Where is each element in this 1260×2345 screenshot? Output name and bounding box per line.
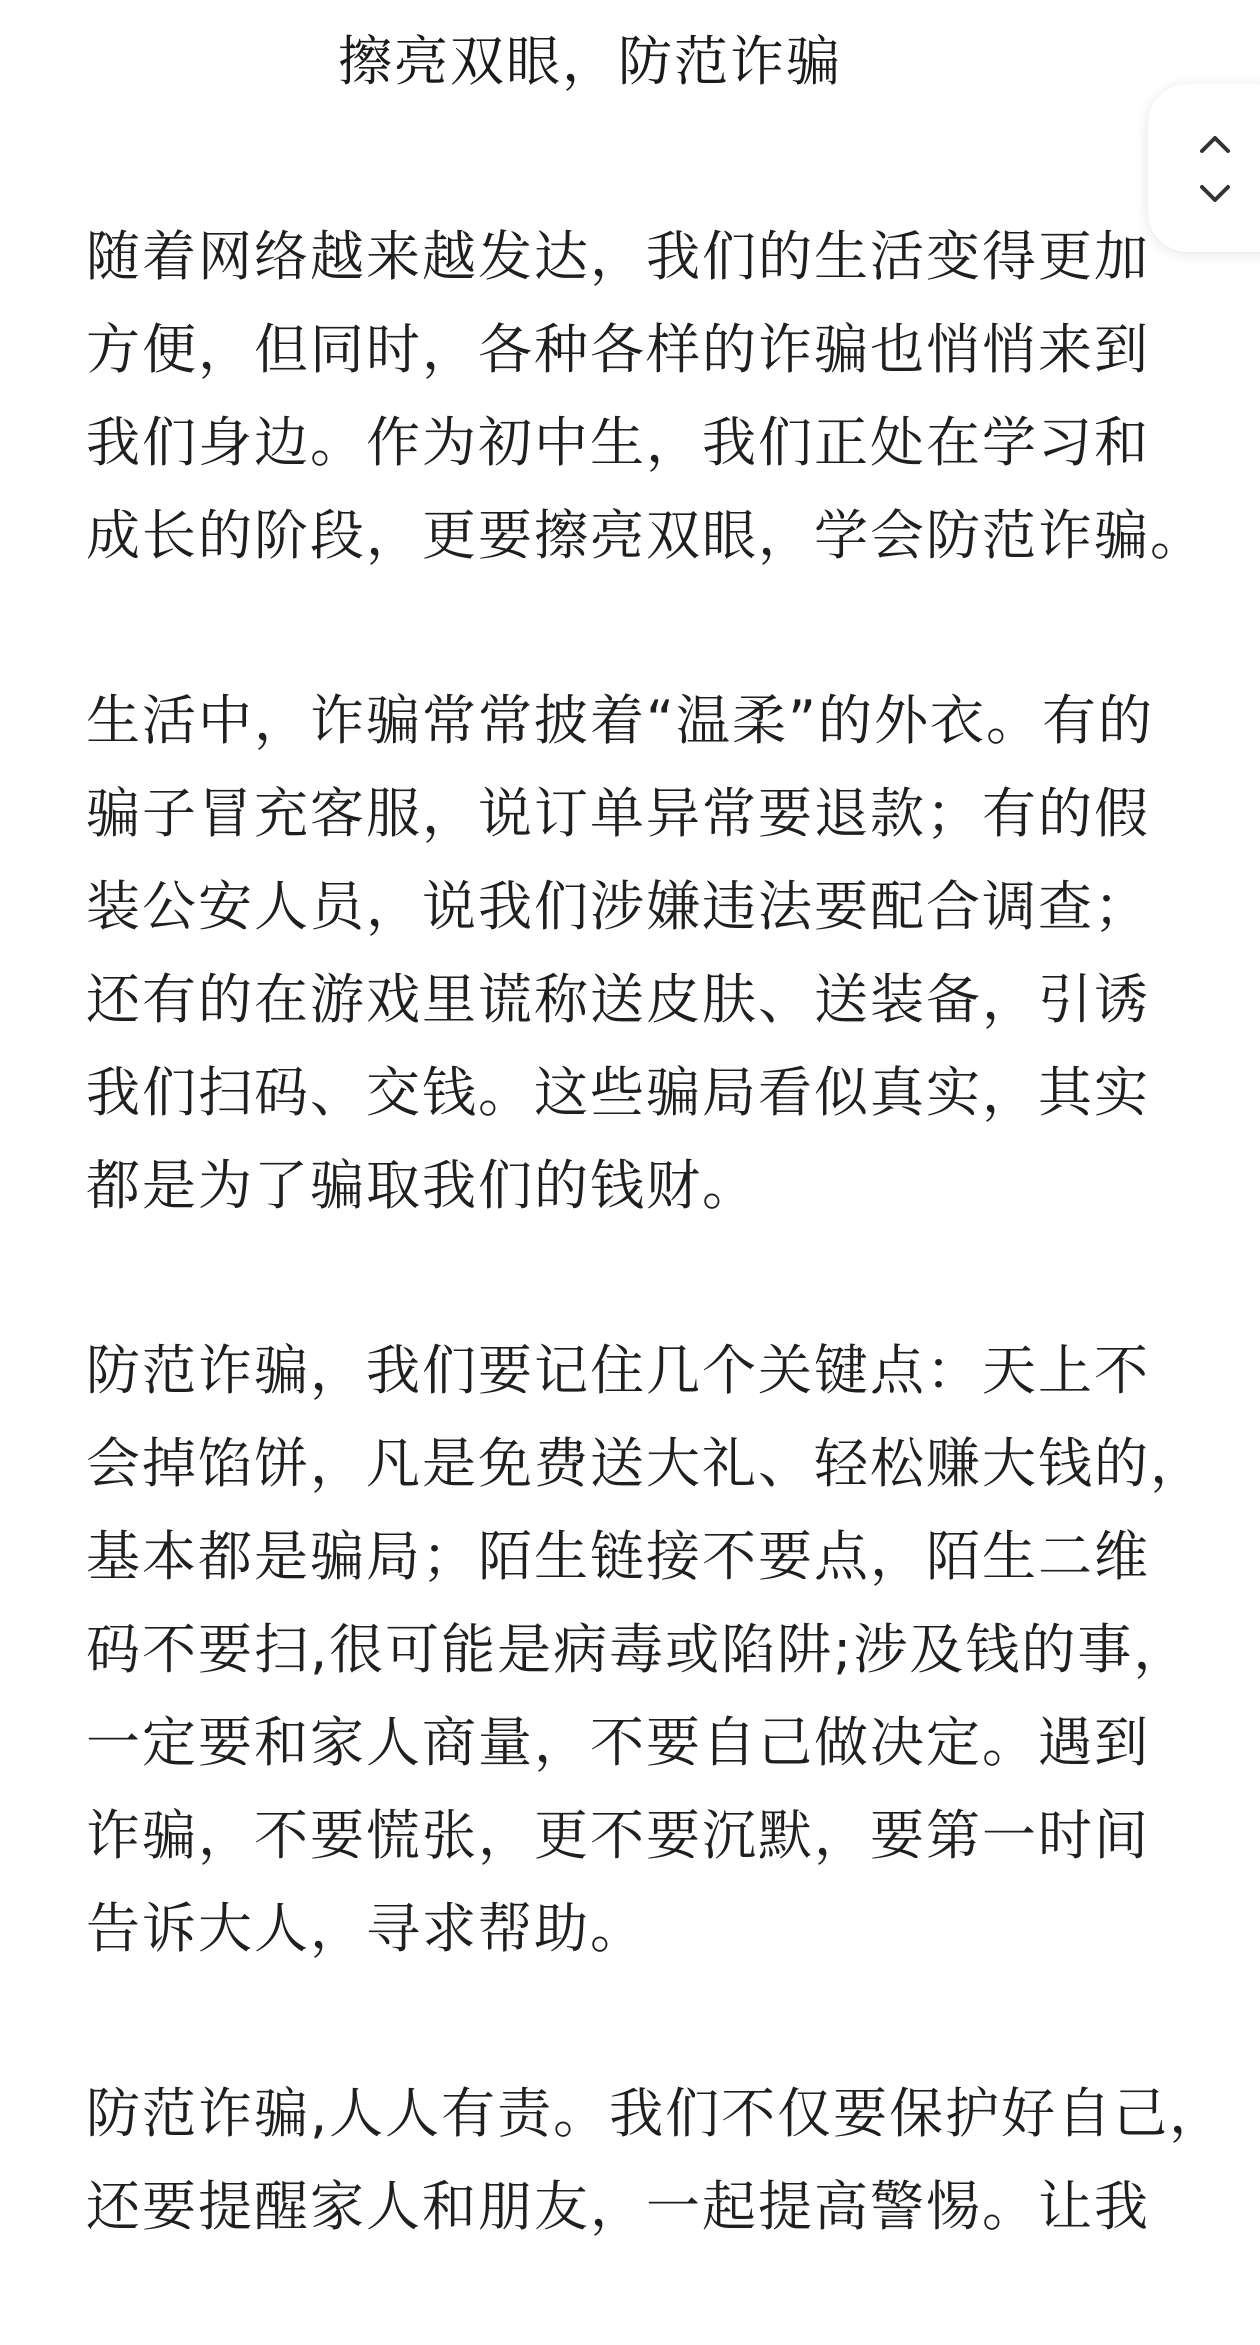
paragraph-line: 骗子冒充客服，说订单异常要退款；有的假 <box>86 782 1150 845</box>
paragraph-line: 都是为了骗取我们的钱财。 <box>86 1154 758 1217</box>
chevron-up-icon <box>1198 133 1232 155</box>
paragraph-line: 生活中，诈骗常常披着“温柔”的外衣。有的 <box>86 689 1154 752</box>
article-body <box>86 210 1226 2345</box>
paragraph-3 <box>86 1324 1206 1975</box>
paragraph-line: 随着网络越来越发达，我们的生活变得更加 <box>86 225 1150 288</box>
paragraph-line: 诈骗，不要慌张，更不要沉默，要第一时间 <box>86 1804 1150 1867</box>
paragraph-line: 方便，但同时，各种各样的诈骗也悄悄来到 <box>86 318 1150 381</box>
paragraph-line: 我们身边。作为初中生，我们正处在学习和 <box>86 411 1150 474</box>
chevron-down-icon <box>1198 183 1232 205</box>
paragraph-line: 一定要和家人商量，不要自己做决定。遇到 <box>86 1711 1150 1774</box>
paragraph-line: 防范诈骗,人人有责。我们不仅要保护好自己， <box>86 2082 1226 2145</box>
paragraph-4 <box>86 2067 1226 2253</box>
paragraph-line: 成长的阶段，更要擦亮双眼，学会防范诈骗。 <box>86 504 1206 567</box>
scroll-down-button[interactable] <box>1188 174 1242 214</box>
paragraph-line: 还有的在游戏里谎称送皮肤、送装备，引诱 <box>86 968 1150 1031</box>
paragraph-line: 还要提醒家人和朋友，一起提高警惕。让我 <box>86 2175 1150 2238</box>
paragraph-2 <box>86 674 1186 1232</box>
scroll-up-button[interactable] <box>1188 124 1242 164</box>
paragraph-line: 会掉馅饼，凡是免费送大礼、轻松赚大钱的， <box>86 1432 1206 1495</box>
paragraph-1 <box>86 210 1206 582</box>
paragraph-line: 我们扫码、交钱。这些骗局看似真实，其实 <box>86 1061 1150 1124</box>
paragraph-line: 装公安人员，说我们涉嫌违法要配合调查； <box>86 875 1150 938</box>
article-title: 擦亮双眼，防范诈骗 <box>338 30 842 93</box>
paragraph-line: 告诉大人，寻求帮助。 <box>86 1897 646 1960</box>
paragraph-line: 基本都是骗局；陌生链接不要点，陌生二维 <box>86 1525 1150 1588</box>
paragraph-line: 码不要扫,很可能是病毒或陷阱;涉及钱的事， <box>86 1618 1190 1681</box>
paragraph-line: 防范诈骗，我们要记住几个关键点：天上不 <box>86 1339 1150 1402</box>
scroll-navigation-widget <box>1148 84 1260 252</box>
